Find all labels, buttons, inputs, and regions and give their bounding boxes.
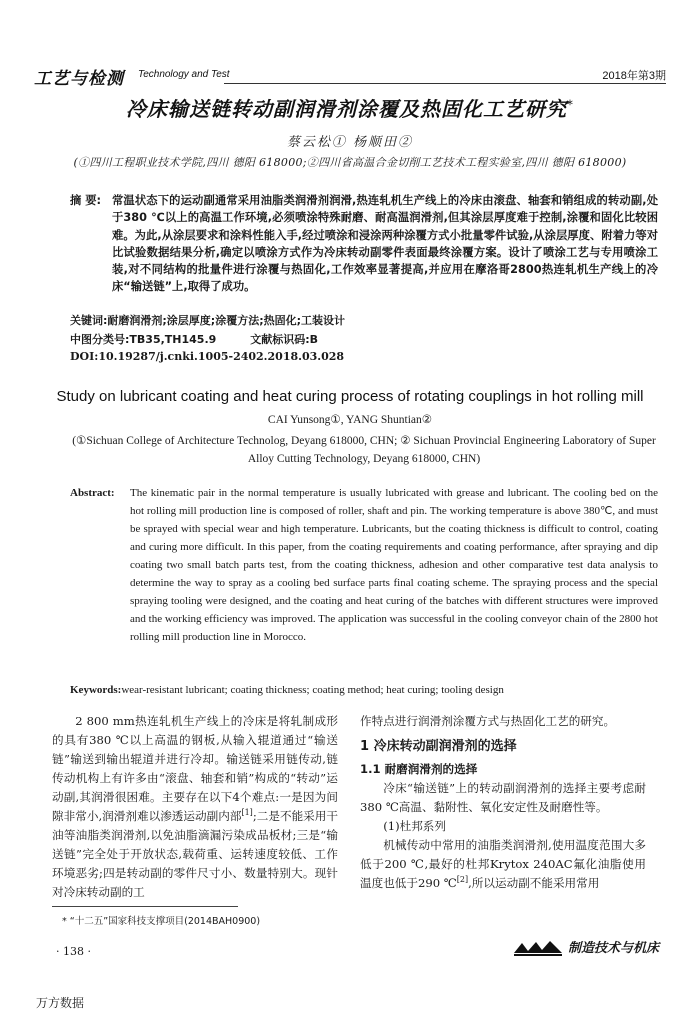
list-item-label: (1)杜邦系列 (383, 819, 446, 833)
paper-title-en: Study on lubricant coating and heat curing process of rotating couplings in hot rolling mill (56, 388, 644, 405)
authors-en: CAI Yunsong①, YANG Shuntian② (267, 414, 433, 426)
abstract-zh-label: 摘 要: (70, 194, 102, 207)
subsection-heading: 1.1 耐磨润滑剂的选择 (360, 762, 478, 776)
abstract-en-text: The kinematic pair in the normal temperature is usually lubricated with grease and lubricant. The cooling bed on the hot rolling mill production line is composed of roller, shaft and pin. The working temperature is above 380℃, and must be sprayed with special wear and high temperature. Lubricants, but the coating thickness is difficult to control, coating and curing more difficult. In this paper, from the coating requirements and coating performance, after spraying and dip coating two small batch parts test, from the coating thickness, adhesion and other comparative test data analysis to determine the way to spray as a cooling bed surface parts final coating scheme. The spraying process and the special spraying tooling were designed, and the coating and heat curing of the batches with different structures were improved and the working efficiency was improved. The application was successful in the cooling conveyor chain of the 2800 hot rolling mill production line in Morocco. (130, 487, 658, 643)
body-column-left (52, 712, 338, 902)
paper-title-zh (0, 93, 700, 122)
abstract-zh (70, 192, 658, 296)
publisher-logo (512, 935, 662, 961)
clc-number: 中图分类号:TB35,TH145.9 (70, 333, 217, 346)
body-text: 2 800 mm热连轧机生产线上的冷床是将轧制成形的具有380 ℃以上高温的钢板,从输入辊道通过“输送链”输送到输出辊道并进行冷却。输送链采用链传动,链传动机构上有许多由“滚盘、轴套和销”构成的“转动”运动副,其润滑很困难。主要存在以下4个难点:一是因为间隙非常小,润滑剂难以渗透运动副内部 (52, 714, 338, 823)
citation-ref[interactable]: [1] (241, 808, 253, 818)
body-paragraph (52, 712, 338, 902)
body-paragraph: 冷床“输送链”上的转动副润滑剂的选择主要考虑耐380 ℃高温、黏附性、氧化安定性及耐磨性等。 (360, 781, 646, 814)
header-rule (224, 83, 666, 84)
abstract-en (70, 484, 658, 646)
keywords-zh: 关键词:耐磨润滑剂;涂层厚度;涂覆方法;热固化;工装设计 (70, 314, 345, 327)
body-paragraph (360, 836, 646, 893)
body-column-right (360, 712, 646, 893)
keywords-en-text: wear-resistant lubricant; coating thickness; coating method; heat curing; tooling design (121, 684, 504, 696)
footnote-rule (52, 906, 238, 907)
document-code: 文献标识码:B (250, 333, 319, 346)
doi: DOI:10.19287/j.cnki.1005-2402.2018.03.028 (70, 350, 345, 363)
abstract-en-label: Abstract: (70, 487, 115, 499)
classification-zh (70, 331, 318, 347)
citation-ref[interactable]: [2] (456, 875, 469, 885)
page-number: · 138 · (56, 945, 91, 958)
issue-label: 2018年第3期 (602, 70, 666, 82)
publisher-logo-icon (512, 939, 564, 957)
keywords-en (70, 684, 504, 696)
source-watermark: 万方数据 (36, 996, 85, 1010)
body-text: ;二是不能采用干油等油脂类润滑剂,以免油脂滴漏污染成品板材;三是“输送链”完全处于开放状态,载荷重、运转速度较低、工作环境恶劣;四是转动副的零件尺寸小、数量特别大。现针对冷床转动副的工 (52, 809, 338, 899)
body-text: 机械传动中常用的油脂类润滑剂,使用温度范围大多低于200 ℃,最好的杜邦Krytox 240AC氟化油脂使用温度也低于290 ℃ (360, 838, 646, 890)
affiliation-en: (①Sichuan College of Architecture Technolog, Deyang 618000, CHN; ② Sichuan Provincial Engineering Laboratory of Super Alloy Cutting Technology, Deyang 618000, CHN) (72, 435, 656, 465)
footnote: * “十二五”国家科技支撑项目(2014BAH0900) (62, 916, 261, 927)
authors-zh: 蔡云松① 杨顺田② (286, 135, 414, 150)
section-heading: 1 冷床转动副润滑剂的选择 (360, 739, 517, 754)
keywords-en-label: Keywords: (70, 684, 122, 696)
journal-name-en: Technology and Test (138, 69, 230, 80)
abstract-zh-text: 常温状态下的运动副通常采用油脂类润滑剂润滑,热连轧机生产线上的冷床由滚盘、轴套和销组成的转动副,处于380 ℃以上的高温工作环境,必须喷涂特殊耐磨、耐高温润滑剂,但其涂层厚度难于控制,涂覆和固化比较困难。为此,从涂层要求和涂料性能入手,经过喷涂和浸涂两种涂覆方式小批量零件试验,从涂层厚度、附着力等对比试验数据结果分析,确定以喷涂方式作为冷床转动副零件表面最终涂覆方案。设计了喷涂工艺与专用喷涂工装,对不同结构的批量件进行涂覆与热固化,工作效率显著提高,并应用在摩洛哥2800热连轧机生产线上的冷床“输送链”上,取得了成功。 (112, 194, 658, 294)
affiliation-zh: (①四川工程职业技术学院,四川 德阳 618000;②四川省高温合金切削工艺技术工程实验室,四川 德阳 618000) (73, 156, 627, 169)
publisher-logo-text: 制造技术与机床 (568, 941, 660, 956)
body-paragraph: 作特点进行润滑剂涂覆方式与热固化工艺的研究。 (360, 714, 616, 728)
running-header (34, 64, 666, 89)
paper-title-zh-text: 冷床输送链转动副润滑剂涂覆及热固化工艺研究 (126, 97, 567, 121)
title-footnote-mark: * (567, 97, 574, 112)
journal-name-zh: 工艺与检测 (34, 69, 124, 89)
body-text: ,所以运动副不能采用常用 (468, 876, 600, 890)
